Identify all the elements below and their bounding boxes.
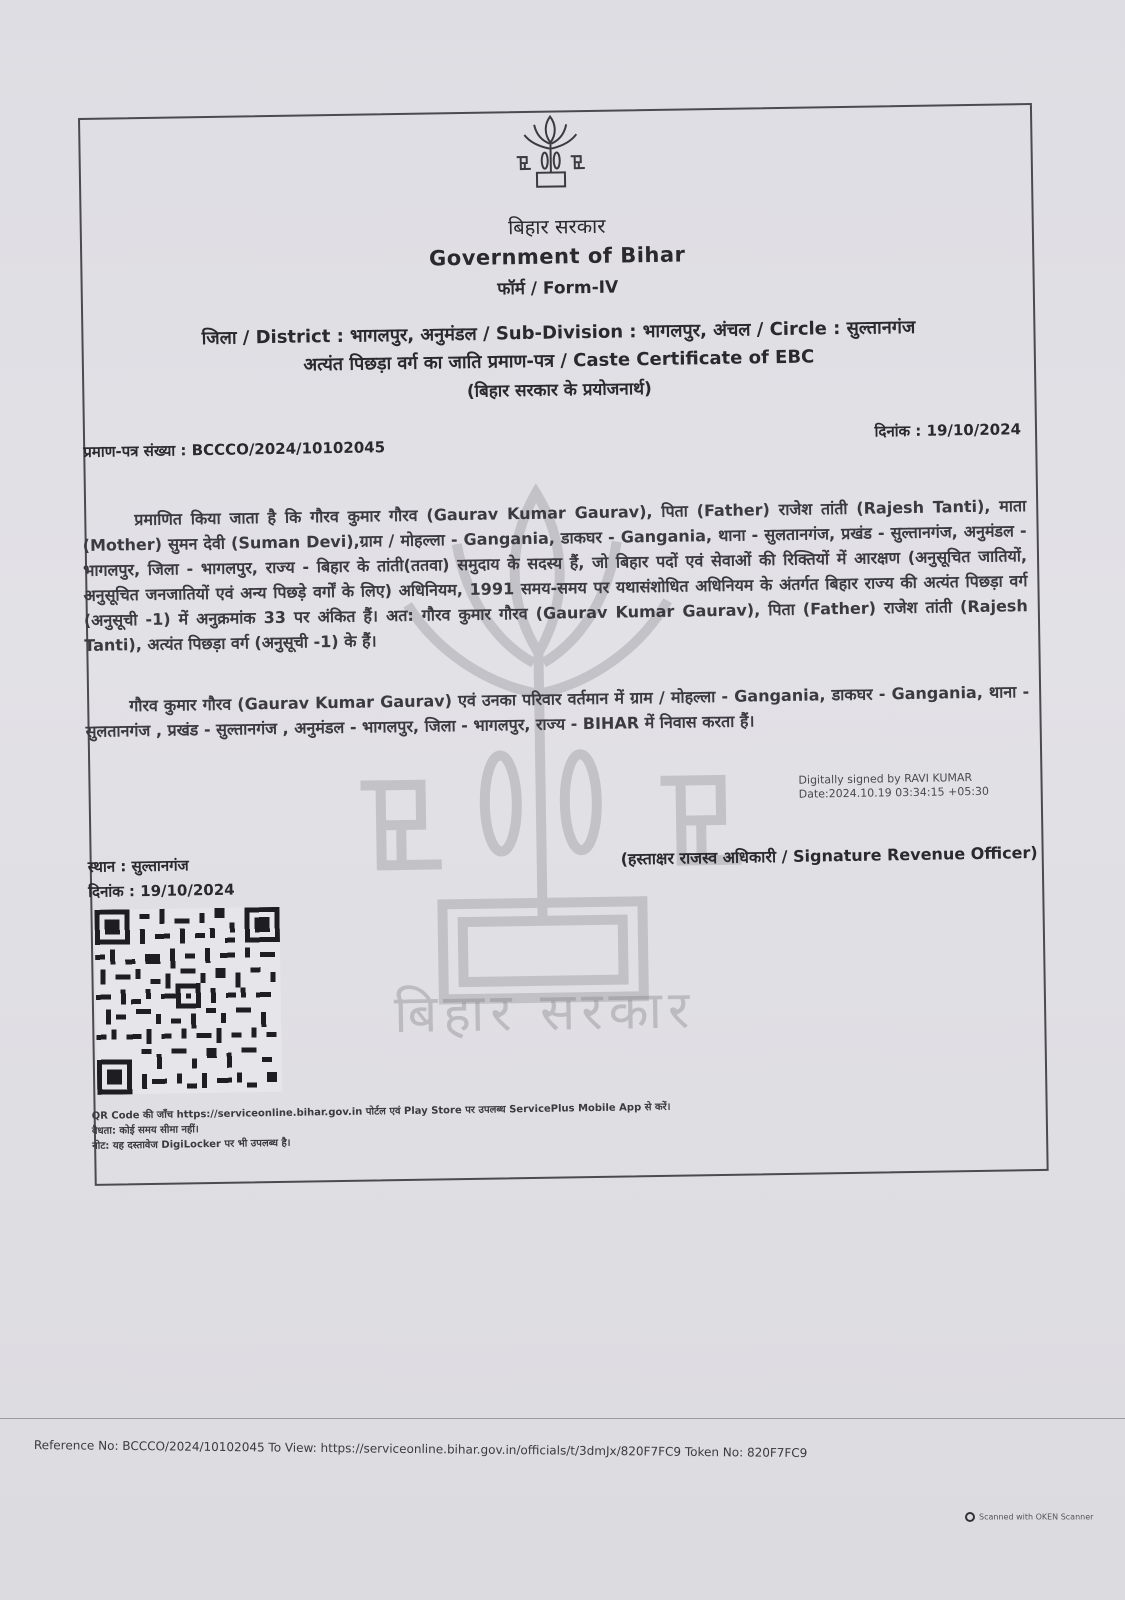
bihar-emblem-logo [510, 112, 591, 191]
issue-date-top: दिनांक : 19/10/2024 [874, 420, 1022, 441]
certificate-number: प्रमाण-पत्र संख्या : BCCCO/2024/10102045 [83, 438, 386, 461]
digital-signature-signer: Digitally signed by RAVI KUMAR [798, 771, 973, 787]
issue-date-bottom: दिनांक : 19/10/2024 [88, 880, 235, 901]
reference-footer: Reference No: BCCCO/2024/10102045 To View: https://serviceonline.bihar.gov.in/officials/t/3dmJx/820F7FC9 Token No: 820F7FC9 [33, 1438, 808, 1461]
place-date-block [88, 853, 235, 905]
verification-notes [92, 1100, 671, 1154]
place-label: स्थान : सुल्तानगंज [87, 856, 189, 876]
scanner-badge-text: Scanned with OKEN Scanner [979, 1512, 1094, 1522]
scanner-badge [965, 1512, 1093, 1522]
header-hindi-title: बिहार सरकार [507, 213, 606, 240]
footer-divider [0, 1418, 1125, 1419]
scanner-logo-icon [965, 1512, 975, 1522]
qr-code[interactable] [94, 907, 282, 1095]
certificate-frame [78, 103, 1049, 1186]
digital-signature-block [798, 771, 989, 802]
watermark-text: बिहार सरकार [393, 980, 696, 1046]
digilocker-note: नोट: यह दस्तावेज DigiLocker पर भी उपलब्ध है। [92, 1137, 291, 1152]
certificate-title: अत्यंत पिछड़ा वर्ग का जाति प्रमाण-पत्र / Caste Certificate of EBC [303, 346, 815, 376]
form-label: फॉर्म / Form-IV [497, 277, 619, 300]
validity-note: वैधता: कोई समय सीमा नहीं। [91, 1124, 199, 1137]
certificate-body-paragraph-2: गौरव कुमार गौरव (Gaurav Kumar Gaurav) एवं उनका परिवार वर्तमान में ग्राम / मोहल्ला - Gangania, डाकघर - Gangania, थाना - सुलतानगंज , प्रखंड - सुल्तानगंज , अनुमंडल - भागलपुर, जिला - भागलपुर, राज्य - BIHAR में निवास करता हैं। [85, 682, 1030, 741]
signature-label: (हस्ताक्षर राजस्व अधिकारी / Signature Revenue Officer) [620, 843, 1038, 869]
certificate-body-paragraph-1: प्रमाणित किया जाता है कि गौरव कुमार गौरव (Gaurav Kumar Gaurav), पिता (Father) राजेश तांती (Rajesh Tanti), माता (Mother) सुमन देवी (Suman Devi),ग्राम / मोहल्ला - Gangania, डाकघर - Gangania, थाना - सुलतानगंज, प्रखंड - सुल्तानगंज, अनुमंडल - भागलपुर, जिला - भागलपुर, राज्य - बिहार के तांती(ततवा) समुदाय के सदस्य हैं, जो बिहार पदों एवं सेवाओं की रिक्तियों में आरक्षण (अनुसूचित जातियों, अनुसूचित जनजातियों एवं अन्य पिछड़े वर्गों के लिए) अधिनियम, 1991 समय-समय पर यथासंशोधित अधिनियम के अंतर्गत बिहार राज्य की अत्यंत पिछड़ा वर्ग (अनुसूची -1) में अनुक्रमांक 33 पर अंकित हैं। अत: गौरव कुमार गौरव (Gaurav Kumar Gaurav), पिता (Father) राजेश तांती (Rajesh Tanti), अत्यंत पिछड़ा वर्ग (अनुसूची -1) के हैं। [82, 496, 1028, 655]
header-english-title: Government of Bihar [428, 242, 686, 271]
qr-verification-note: QR Code की जाँच https://serviceonline.bihar.gov.in पोर्टल एवं Play Store पर उपलब्ध ServicePlus Mobile App से करें। [91, 1101, 671, 1122]
certificate-purpose: (बिहार सरकार के प्रयोजनार्थ) [466, 379, 652, 402]
digital-signature-date: Date:2024.10.19 03:34:15 +05:30 [798, 784, 990, 801]
district-line: जिला / District : भागलपुर, अनुमंडल / Sub-Division : भागलपुर, अंचल / Circle : सुल्तानगंज [201, 316, 916, 350]
